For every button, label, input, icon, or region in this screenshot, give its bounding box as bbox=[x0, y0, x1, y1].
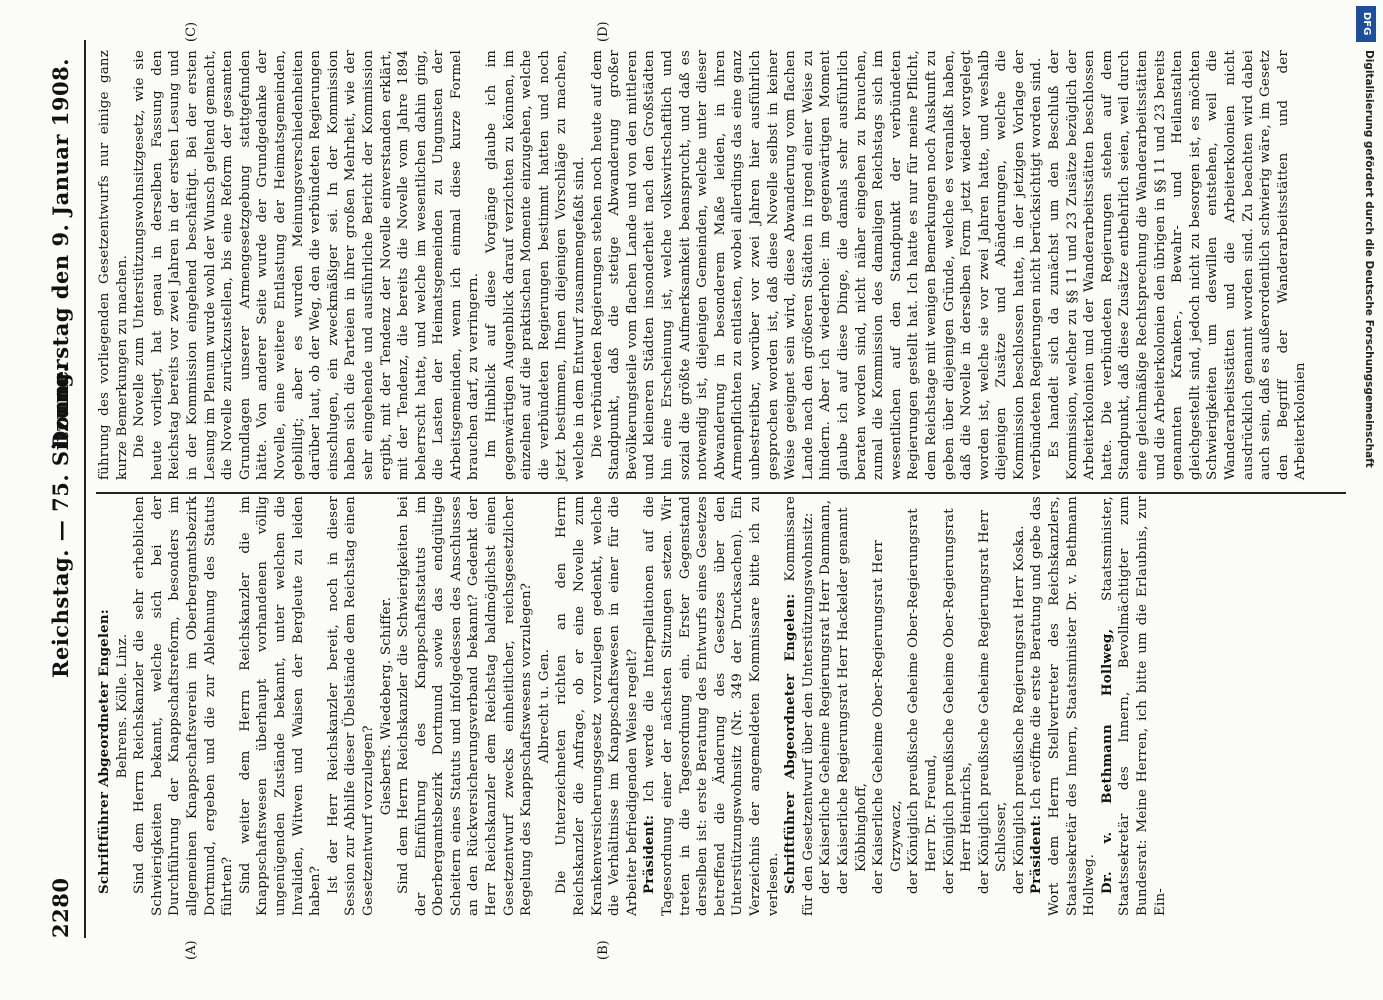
speaker-name: Präsident: bbox=[641, 814, 658, 894]
paragraph-text: Die Novelle zum Unterstützungswohnsitzgesetz, wie sie heute vorliegt, hat genau in derselben Fassung den Reichstag bereits vor zwei Jahren in der ersten Lesung und in der Kommission eingehend beschäftigt. Bei der ersten Lesung im Plenum wurde wohl der Wunsch geltend gemacht, die Novelle zurückzustellen, bis eine Reform der gesamten Grundlagen unserer Armengesetzgebung stattgefunden hätte. Von anderer Seite wurde der Grundgedanke der Novelle, eine weitere Entlastung der Heimatsgemeinden, gebilligt; aber es wurden Meinungsverschiedenheiten darüber laut, ob der Weg, den die verbündeten Regierungen einschlugen, ein zweckmäßiger sei. In der Kommission haben sich die Parteien in ihrer großen Mehrheit, wie der sehr eingehende und ausführliche Bericht der Kommission ergibt, mit der Tendenz der Novelle einverstanden erklärt, mit der Tendenz, die bereits die Novelle vom Jahre 1894 beherrscht hatte, und welche im wesentlichen dahin ging, die Lasten der Heimatsgemeinden zu Ungunsten der Arbeitsgemeinden, wenn ich einmal diese kurze Formel brauchen darf, zu verringern. bbox=[132, 50, 482, 480]
paragraph-text: der Königlich preußische Regierungsrat Herr Koska. bbox=[1011, 525, 1027, 894]
paragraph bbox=[395, 496, 536, 916]
paragraph-text: der Kaiserliche Geheime Regierungsrat Herr Dammann, bbox=[818, 499, 834, 894]
paragraph bbox=[378, 496, 396, 916]
paragraph bbox=[1046, 50, 1310, 480]
header-session: Reichstag. — 75. Sitzung. bbox=[48, 364, 73, 678]
dfg-credit: Digitalisierung gefördert durch die Deutsche Forschungsgemeinschaft bbox=[1363, 50, 1375, 468]
margin-marker-c: (C) bbox=[184, 21, 199, 42]
header-date: Donnerstag den 9. Januar 1908. bbox=[48, 58, 73, 449]
paragraph-text: Sind dem Herrn Reichskanzler die sehr erheblichen Schwierigkeiten bekannt, welche sich bei der Durchführung der Knappschaftsreform, besonders im allgemeinen Knappschaftsverein im Oberbergamtsbezirk Dortmund, ergeben und die zur Ablehnung des Statuts führten? bbox=[132, 496, 236, 916]
paragraph bbox=[96, 496, 114, 916]
paragraph bbox=[1028, 496, 1098, 916]
speaker-name: Präsident: bbox=[1028, 814, 1045, 894]
paragraph bbox=[483, 50, 589, 480]
paragraph-text: Die Unterzeichneten richten an den Herrn Reichskanzler die Anfrage, ob er eine Novelle zum Krankenversicherungsgesetz vorzulegen gedenkt, welche die Verhältnisse im Knappschaftswesen in einer für die Arbeiter befriedigenden Weise regelt? bbox=[554, 496, 640, 916]
digitization-sidebar bbox=[1353, 0, 1379, 1000]
paragraph-text: Kommissare für den Gesetzentwurf über den Unterstützungswohnsitz: bbox=[783, 496, 816, 916]
paragraph-text: Ist der Herr Reichskanzler bereit, noch in dieser Session zur Abhilfe dieser Übelstände dem Reichstag einen Gesetzentwurf vorzulegen? bbox=[325, 496, 376, 916]
margin-marker-a: (A) bbox=[184, 940, 199, 960]
paragraph-text: Die verbündeten Regierungen stehen noch heute auf dem Standpunkt, daß die stetige Abwanderung großer Bevölkerungsteile vom flachen Lande und von den mittleren und kleineren Städten insonderheit nach den Großstädten hin eine Erscheinung ist, welche volkswirtschaftlich und sozial die größte Aufmerksamkeit beansprucht, und daß es notwendig ist, diejenigen Gemeinden, welche unter dieser Abwanderung in besonderem Maße leiden, in ihren Armenpflichten zu entlasten, wobei allerdings das eine ganz unbestreitbar, worüber vor zwei Jahren hier ausführlich gesprochen worden ist, daß diese Novelle selbst in keiner Weise geeignet sein wird, diese Abwanderung vom flachen Lande nach den größeren Städten in irgend einer Weise zu hindern. Aber ich wiederhole: im gegenwärtigen Moment glaube ich auf diese Dinge, die damals sehr ausführlich beraten worden sind, nicht näher eingehen zu brauchen, zumal die Kommission des damaligen Reichstags sich im wesentlichen auf den Standpunkt der verbündeten Regierungen gestellt hat. Ich hatte es nur für meine Pflicht, dem Reichstage mit wenigen Bemerkungen noch Auskunft zu geben über diejenigen Gründe, welche es veranlaßt haben, daß die Novelle in derselben Form jetzt wieder vorgelegt worden ist, welche sie vor zwei Jahren hatte, und weshalb diejenigen Zusätze und Abänderungen, welche die Kommission beschlossen hatte, in der jetzigen Vorlage der verbündeten Regierungen nicht berücksichtigt worden sind. bbox=[589, 50, 1045, 480]
paragraph bbox=[941, 496, 976, 916]
paragraph-text: der Königlich preußische Geheime Ober-Regierungsrat Herr Heinrichs, bbox=[941, 508, 975, 894]
paragraph-text: Behrens. Kölle. Linz. bbox=[114, 633, 130, 779]
paragraph bbox=[114, 496, 132, 916]
margin-marker-b: (B) bbox=[596, 940, 611, 960]
paragraph-text: Im Hinblick auf diese Vorgänge glaube ich im gegenwärtigen Augenblick darauf verzichten zu können, im einzelnen auf die praktischen Momente einzugehen, welche die verbündeten Regierungen bestimmt hatten und noch jetzt bestimmen, Ihnen diejenigen Vorschläge zu machen, welche in dem Entwurf zusammengefaßt sind. bbox=[484, 50, 588, 480]
paragraph bbox=[237, 496, 325, 916]
paragraph-text: der Kaiserliche Geheime Ober-Regierungsrat Herr Grzywacz, bbox=[871, 540, 904, 894]
paragraph-text: führung des vorliegenden Gesetzentwurfs nur einige ganz kurze Bemerkungen zu machen. bbox=[97, 50, 130, 480]
speaker-name: Dr. v. Bethmann Hollweg, bbox=[1098, 628, 1115, 894]
paragraph-text: Es handelt sich da zunächst um den Beschluß der Kommission, welcher zu §§ 11 und 23 Zusätze bezüglich der Arbeiterkolonien und der Wanderarbeitsstätten beschlossen hatte. Die verbündeten Regierungen stehen auf dem Standpunkt, daß diese Zusätze entbehrlich seien, weil durch eine gleichmäßige Rechtsprechung die Wanderarbeitsstätten und die Arbeiterkolonien den übrigen in §§ 11 und 23 bereits genannten Kranken-, Bewahr- und Heilanstalten gleichgestellt sind, jedoch nicht zu besorgen ist, es möchten Schwierigkeiten um deswillen entstehen, weil die Wanderarbeitsstätten und die Arbeiterkolonien nicht ausdrücklich genannt worden sind. Zu beachten wird dabei auch sein, daß es außerordentlich schwierig wäre, im Gesetz den Begriff der Wanderarbeitsstätten und der Arbeiterkolonien bbox=[1047, 50, 1309, 480]
paragraph bbox=[553, 496, 641, 916]
paragraph bbox=[835, 496, 870, 916]
paragraph bbox=[817, 496, 835, 916]
paragraph-text: Staatsminister, Staatssekretär des Innern, Bevollmächtigter zum Bundesrat: Meine Herren, ich bitte um die Erlaubnis, zur Ein- bbox=[1099, 496, 1168, 916]
paragraph-text: Giesberts. Wiedeberg. Schiffer. bbox=[378, 596, 394, 816]
paragraph bbox=[1011, 496, 1029, 916]
speaker-name: Schriftführer Abgeordneter Engelen: bbox=[96, 609, 112, 894]
paragraph bbox=[976, 496, 1011, 916]
paragraph-text: Ich eröffne die erste Beratung und gebe das Wort dem Herrn Stellvertreter des Reichskanzlers, Staatssekretär des Innern, Staatsminister Dr. v. Bethmann Hollweg. bbox=[1029, 496, 1098, 916]
left-column bbox=[96, 496, 1169, 916]
header-rule bbox=[84, 40, 86, 938]
right-column bbox=[96, 50, 1310, 480]
paragraph-text: Sind dem Herrn Reichskanzler die Schwierigkeiten bei der Einführung des Knappschaftsstatuts im Oberbergamtsbezirk Dortmund sowie das endgültige Scheitern eines Statuts und infolgedessen des Anschlusses an den Rückversicherungsverband bekannt? Gedenkt der Herr Reichskanzler dem Reichstag baldmöglichst einen Gesetzentwurf zwecks einheitlicher, reichsgesetzlicher Regelung des Knappschaftswesens vorzulegen? bbox=[396, 496, 535, 916]
paragraph bbox=[1099, 496, 1169, 916]
dfg-badge: DFG bbox=[1356, 6, 1376, 42]
paragraph bbox=[641, 496, 782, 916]
paragraph-text: der Königlich preußische Geheime Ober-Regierungsrat Herr Dr. Freund, bbox=[906, 508, 939, 894]
paragraph bbox=[536, 496, 554, 916]
speaker-name: Schriftführer Abgeordneter Engelen: bbox=[782, 593, 799, 894]
paragraph bbox=[131, 50, 483, 480]
paragraph-text: der Königlich preußische Geheime Regierungsrat Herr Schlosser, bbox=[976, 509, 1010, 894]
paragraph bbox=[589, 50, 1046, 480]
paragraph bbox=[96, 50, 131, 480]
paragraph-text: Sind weiter dem Herrn Reichskanzler die im Knappschaftswesen überhaupt vorhandenen völlig ungenügenden Zustände bekannt, unter welchen die Invaliden, Witwen und Waisen der Bergleute zu leiden haben? bbox=[237, 496, 324, 916]
paragraph bbox=[782, 496, 817, 916]
page-number: 2280 bbox=[48, 877, 73, 938]
paragraph-text: der Kaiserliche Regierungsrat Herr Hackelder genannt Köbbinghoff, bbox=[835, 507, 869, 894]
paragraph bbox=[905, 496, 940, 916]
paragraph bbox=[131, 496, 237, 916]
margin-marker-d: (D) bbox=[596, 21, 611, 42]
paragraph-text: Albrecht u. Gen. bbox=[536, 648, 552, 764]
paragraph bbox=[870, 496, 905, 916]
column-divider bbox=[96, 492, 1346, 494]
page-header bbox=[42, 40, 82, 938]
paragraph-text: Ich werde die Interpellationen auf die Tagesordnung einer der nächsten Sitzungen setzen. Wir treten in die Tagesordnung ein. Erster Gegenstand derselben ist: erste Beratung des Entwurfs eines Gesetzes betreffend die Änderung des Gesetzes über den Unterstützungswohnsitz (Nr. 349 der Drucksachen). Ein Verzeichnis der angemeldeten Kommissare bitte ich zu verlesen. bbox=[642, 496, 781, 916]
paragraph bbox=[325, 496, 378, 916]
